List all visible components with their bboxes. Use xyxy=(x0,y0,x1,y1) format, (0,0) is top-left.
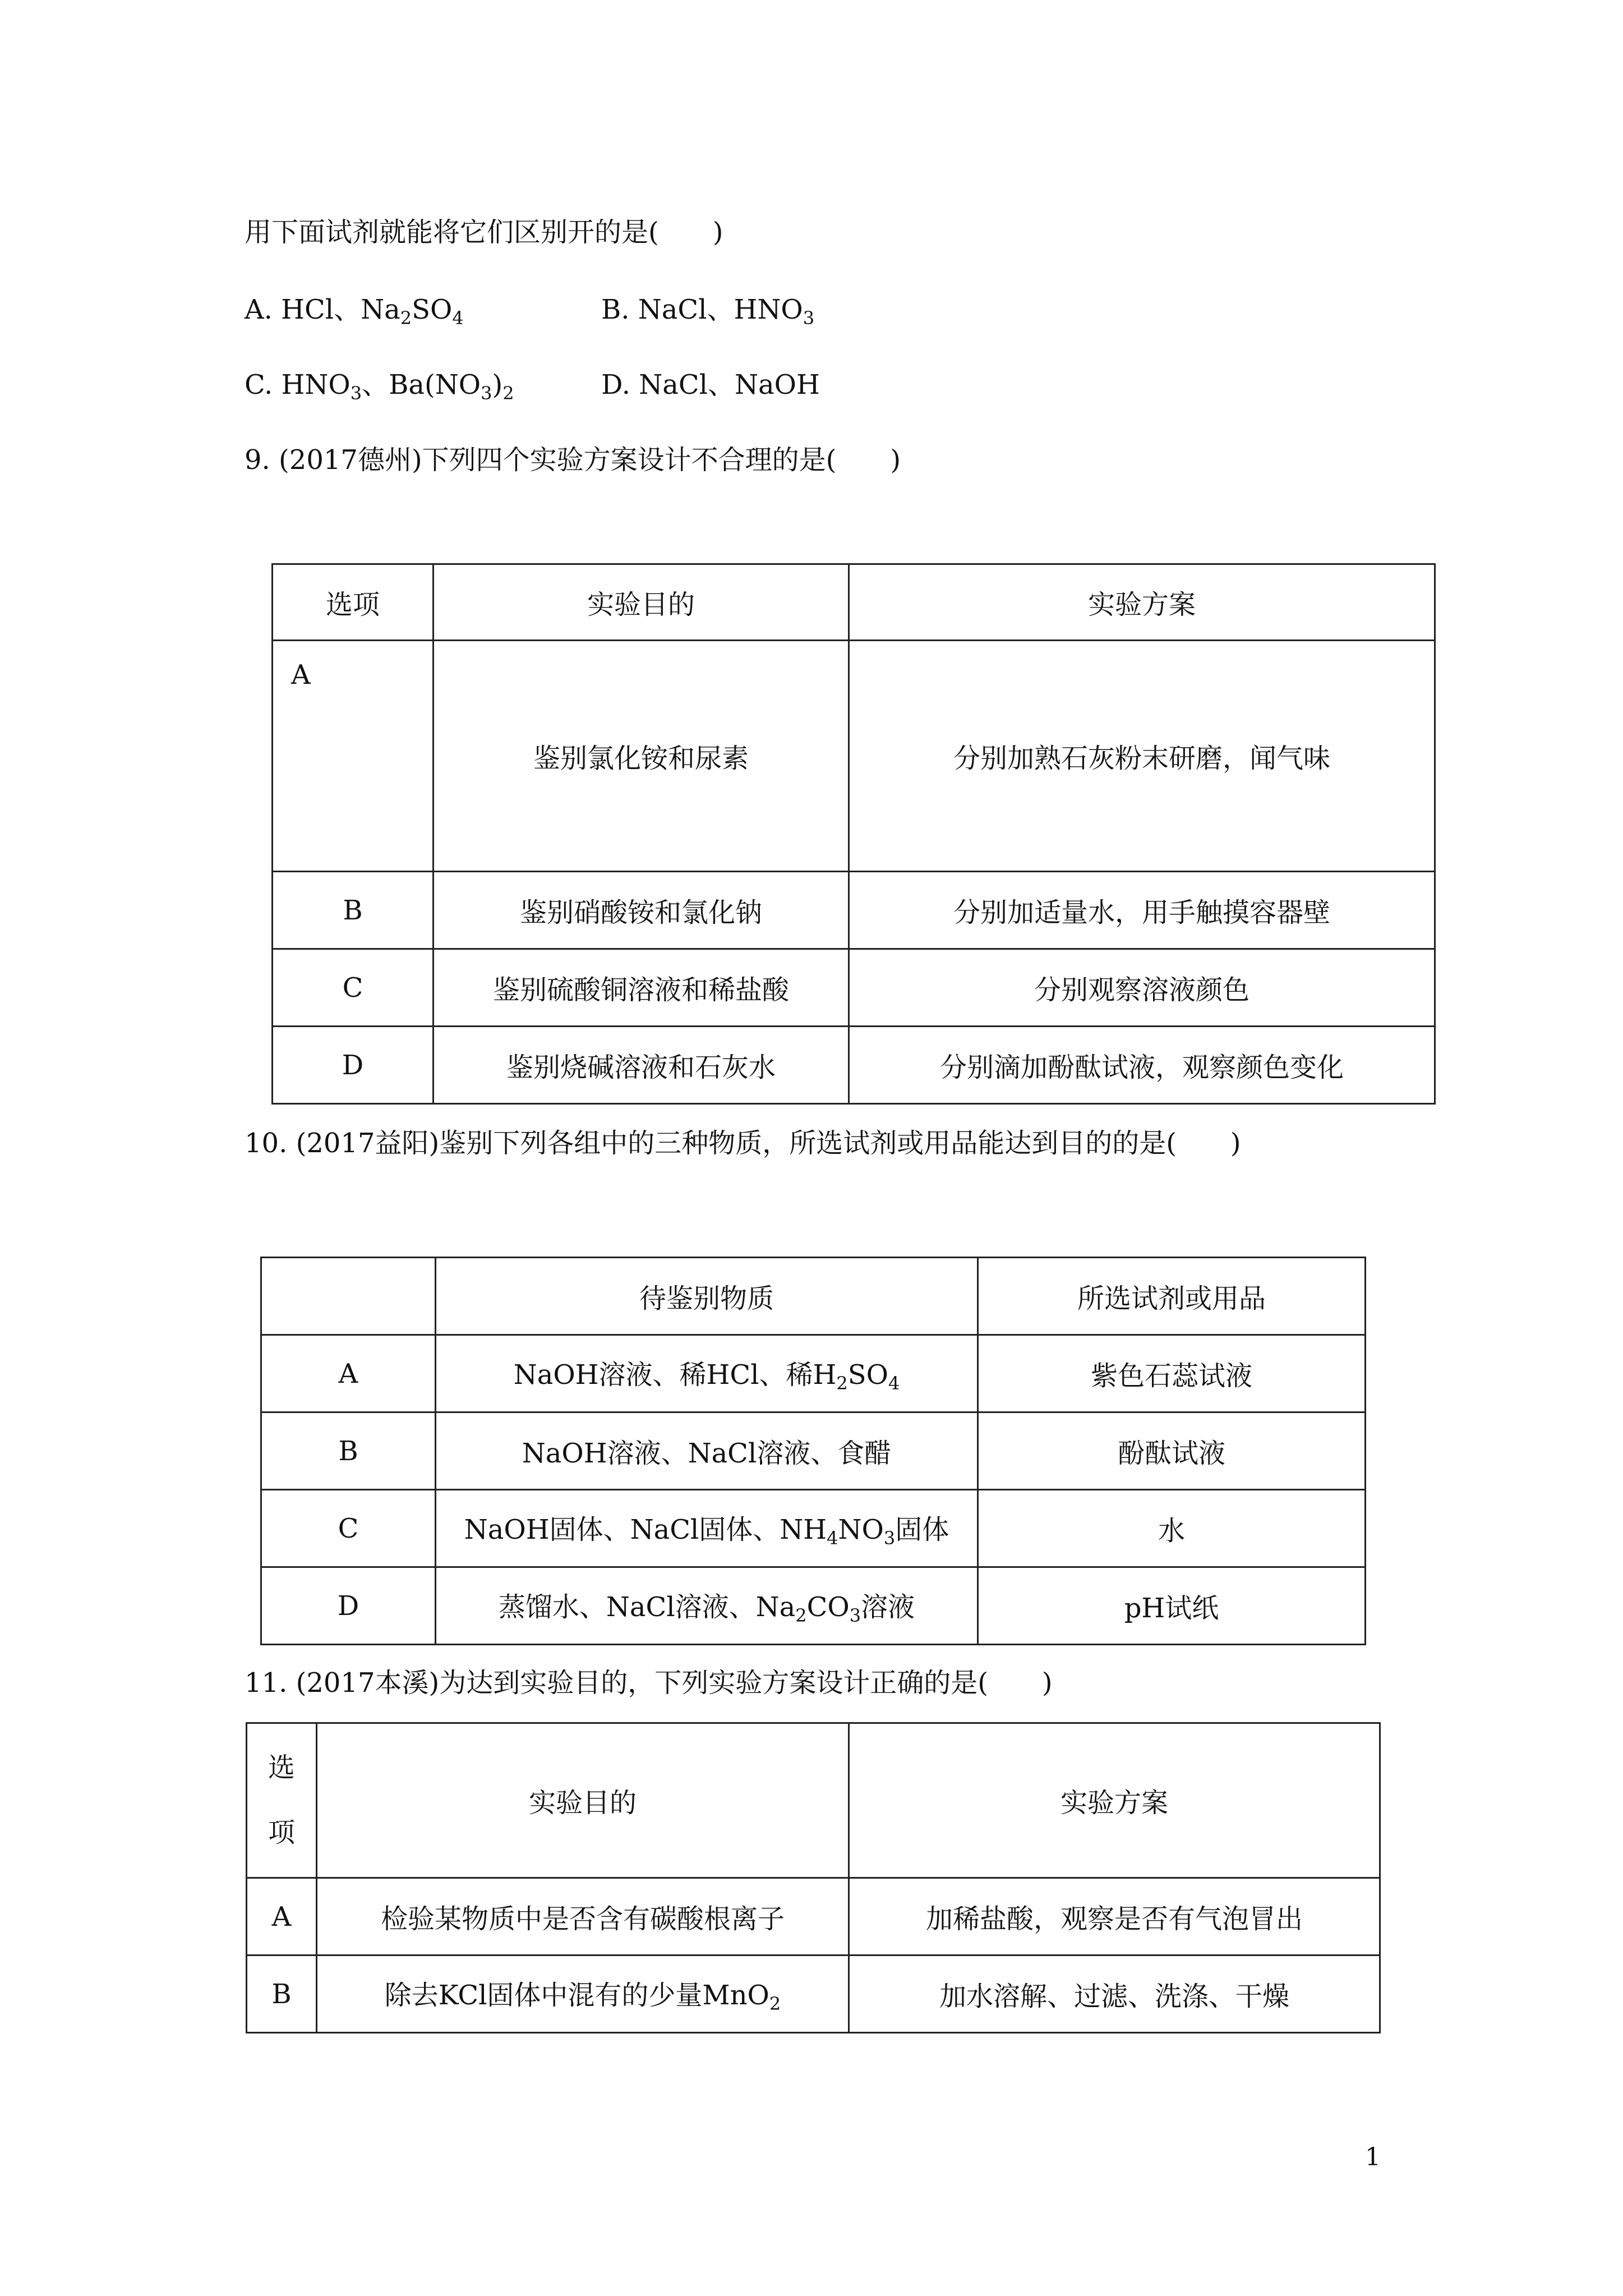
option-cell: A xyxy=(273,641,434,872)
question-9-stem: 9. (2017德州)下列四个实验方案设计不合理的是( ) xyxy=(245,444,901,476)
table-row xyxy=(273,872,1435,949)
purpose-cell: 鉴别硫酸铜溶液和稀盐酸 xyxy=(434,949,849,1027)
substances-cell: NaOH溶液、稀HCl、稀$H_2SO_4$ xyxy=(436,1335,978,1412)
reagent-cell: 水 xyxy=(978,1490,1366,1567)
plan-cell: 分别滴加酚酞试液，观察颜色变化 xyxy=(849,1027,1435,1104)
table-row xyxy=(261,1412,1366,1490)
table-row xyxy=(261,1490,1366,1567)
substances-cell: NaOH固体、NaCl固体、$NH_4NO_3$固体 xyxy=(436,1490,978,1567)
table-row xyxy=(273,1027,1435,1104)
table-header-cell: 选项 xyxy=(273,564,434,641)
table-row xyxy=(247,1955,1380,2033)
option-cell: B xyxy=(247,1955,317,2033)
substances-cell: NaOH溶液、NaCl溶液、食醋 xyxy=(436,1412,978,1490)
table-row xyxy=(247,1878,1380,1955)
option-d: D. NaCl、NaOH xyxy=(601,369,820,401)
reagent-cell: 酚酞试液 xyxy=(978,1412,1366,1490)
option-cell: A xyxy=(261,1335,436,1412)
option-cell: C xyxy=(261,1490,436,1567)
question-10-stem: 10. (2017益阳)鉴别下列各组中的三种物质，所选试剂或用品能达到目的的是( ) xyxy=(245,1128,1241,1159)
purpose-cell: 鉴别氯化铵和尿素 xyxy=(434,641,849,872)
table-header-cell: 实验目的 xyxy=(317,1723,849,1878)
table-header-cell xyxy=(247,1723,317,1878)
question-8-stem: 用下面试剂就能将它们区别开的是( ) xyxy=(245,217,723,248)
table-header-cell: 实验方案 xyxy=(849,564,1435,641)
purpose-cell: 除去KCl固体中混有的少量MnO$_2$ xyxy=(317,1955,849,2033)
header-char-2: 项 xyxy=(268,1816,295,1848)
table-row xyxy=(261,1567,1366,1645)
reagent-cell: pH试纸 xyxy=(978,1567,1366,1645)
header-char-1: 选 xyxy=(268,1751,295,1783)
substances-cell: 蒸馏水、NaCl溶液、$Na_2CO_3$溶液 xyxy=(436,1567,978,1645)
reagent-cell: 紫色石蕊试液 xyxy=(978,1335,1366,1412)
plan-cell: 加稀盐酸，观察是否有气泡冒出 xyxy=(849,1878,1380,1955)
option-cell: A xyxy=(247,1878,317,1955)
plan-cell: 加水溶解、过滤、洗涤、干燥 xyxy=(849,1955,1380,2033)
option-cell: D xyxy=(273,1027,434,1104)
question-10-table xyxy=(260,1257,1366,1645)
purpose-cell: 鉴别硝酸铵和氯化钠 xyxy=(434,872,849,949)
table-row xyxy=(273,949,1435,1027)
option-c: C. $HNO_3$、$Ba(NO_3)_2$ xyxy=(245,369,514,404)
page-number: 1 xyxy=(1365,2143,1381,2171)
table-header-cell xyxy=(261,1258,436,1335)
option-cell: B xyxy=(273,872,434,949)
table-header-cell: 所选试剂或用品 xyxy=(978,1258,1366,1335)
option-cell: D xyxy=(261,1567,436,1645)
plan-cell: 分别加熟石灰粉末研磨，闻气味 xyxy=(849,641,1435,872)
plan-cell: 分别观察溶液颜色 xyxy=(849,949,1435,1027)
table-row xyxy=(273,641,1435,872)
question-9-table xyxy=(271,563,1436,1105)
table-header-cell: 实验目的 xyxy=(434,564,849,641)
option-cell: C xyxy=(273,949,434,1027)
table-header-cell: 实验方案 xyxy=(849,1723,1380,1878)
question-11-stem: 11. (2017本溪)为达到实验目的，下列实验方案设计正确的是( ) xyxy=(245,1667,1053,1699)
plan-cell: 分别加适量水，用手触摸容器壁 xyxy=(849,872,1435,949)
question-11-table xyxy=(246,1722,1381,2033)
purpose-cell: 鉴别烧碱溶液和石灰水 xyxy=(434,1027,849,1104)
option-a: A. HCl、$Na_2SO_4$ xyxy=(245,294,464,329)
table-row xyxy=(261,1335,1366,1412)
option-cell: B xyxy=(261,1412,436,1490)
option-b: B. NaCl、$HNO_3$ xyxy=(601,294,815,329)
table-header-cell: 待鉴别物质 xyxy=(436,1258,978,1335)
purpose-cell: 检验某物质中是否含有碳酸根离子 xyxy=(317,1878,849,1955)
